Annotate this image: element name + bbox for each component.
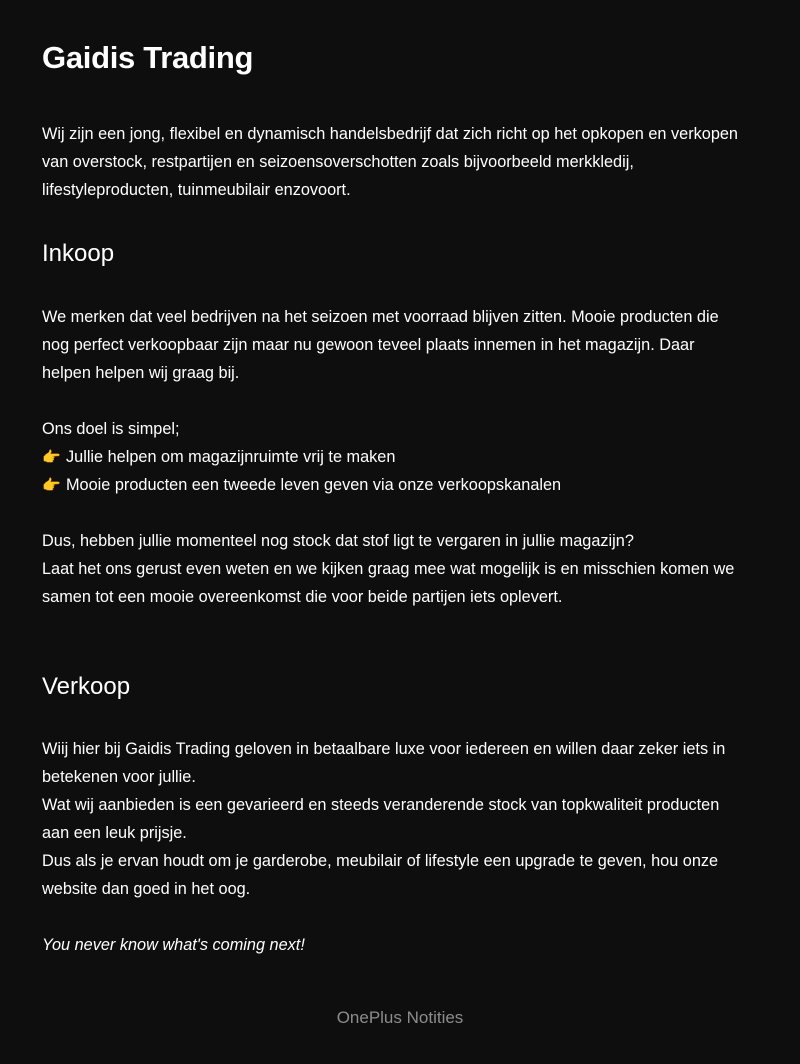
inkoop-line: We merken dat veel bedrijven na het seizoen met voorraad blijven zitten. Mooie producten die [42, 308, 719, 326]
bullet-text: Mooie producten een tweede leven geven via onze verkoopskanalen [66, 476, 562, 494]
inkoop-paragraph [42, 303, 762, 387]
verkoop-paragraph [42, 735, 762, 903]
pointing-hand-icon: 👉 [42, 448, 61, 466]
page-title: Gaidis Trading [42, 40, 254, 75]
inkoop-paragraph-2 [42, 527, 762, 611]
bullet-item [42, 471, 762, 499]
inkoop-heading: Inkoop [42, 240, 115, 267]
app-footer-label: OnePlus Notities [336, 1008, 464, 1027]
inkoop-line: Laat het ons gerust even weten en we kijken graag mee wat mogelijk is en misschien komen we [42, 560, 735, 578]
intro-line: van overstock, restpartijen en seizoensoverschotten zoals bijvoorbeeld merkkledij, [42, 153, 634, 171]
verkoop-line: website dan goed in het oog. [42, 880, 251, 898]
intro-line: lifestyleproducten, tuinmeubilair enzovoort. [42, 181, 351, 199]
verkoop-line: Dus als je ervan houdt om je garderobe, meubilair of lifestyle een upgrade te geven, hou onze [42, 852, 719, 870]
inkoop-line: samen tot een mooie overeenkomst die voor beide partijen iets oplevert. [42, 588, 563, 606]
pointing-hand-icon: 👉 [42, 476, 61, 494]
verkoop-line: betekenen voor jullie. [42, 768, 196, 786]
intro-paragraph [42, 120, 762, 204]
verkoop-line: Wiij hier bij Gaidis Trading geloven in betaalbare luxe voor iedereen en willen daar zeker iets in [42, 740, 726, 758]
verkoop-line: aan een leuk prijsje. [42, 824, 187, 842]
intro-line: Wij zijn een jong, flexibel en dynamisch handelsbedrijf dat zich richt op het opkopen en verkopen [42, 125, 738, 143]
verkoop-line: Wat wij aanbieden is een gevarieerd en steeds veranderende stock van topkwaliteit producten [42, 796, 720, 814]
goal-block [42, 415, 762, 499]
inkoop-line: Dus, hebben jullie momenteel nog stock dat stof ligt te vergaren in jullie magazijn? [42, 532, 634, 550]
inkoop-line: nog perfect verkoopbaar zijn maar nu gewoon teveel plaats innemen in het magazijn. Daar [42, 336, 695, 354]
inkoop-line: helpen helpen wij graag bij. [42, 364, 240, 382]
bullet-item [42, 443, 762, 471]
verkoop-heading: Verkoop [42, 673, 131, 700]
tagline: You never know what's coming next! [42, 936, 305, 954]
goal-intro: Ons doel is simpel; [42, 420, 180, 438]
bullet-text: Jullie helpen om magazijnruimte vrij te maken [66, 448, 396, 466]
